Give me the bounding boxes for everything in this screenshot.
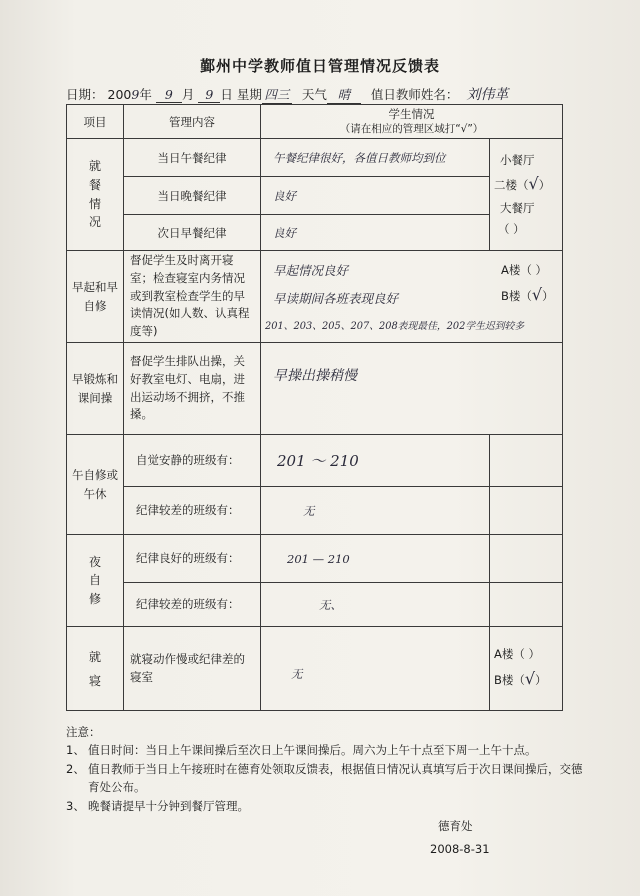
header-student-sub: （请在相应的管理区域打“√”） xyxy=(339,123,484,136)
noon-good-value: 201 ～ 210 xyxy=(261,435,490,487)
morning-note-2: 早读期间各班表现良好 xyxy=(273,291,399,306)
note-text: 晚餐请提早十分钟到餐厅管理。 xyxy=(88,798,249,813)
year-label: 年 xyxy=(139,87,152,102)
evening-row-bad xyxy=(67,583,563,627)
morning-note-1: 早起情况良好 xyxy=(273,263,349,278)
bedtime-value: 无 xyxy=(261,627,490,711)
noon-label: 午自修或午休 xyxy=(67,435,124,535)
notes-header: 注意： xyxy=(66,725,101,739)
morning-check-mark: √ xyxy=(531,285,543,304)
noon-row-good xyxy=(67,435,563,487)
day-field: 9 xyxy=(198,87,220,103)
teacher-name-field: 刘伟革 xyxy=(458,84,516,105)
evening-label: 夜自修 xyxy=(89,554,102,606)
exercise-row xyxy=(67,343,563,435)
note-text: 值日教师于当日上午接班时在德育处领取反馈表，根据值日情况认真填写后于次日课间操后，交德育处公布。 xyxy=(88,761,583,795)
header-item: 项目 xyxy=(67,105,124,139)
teacher-label: 值日教师姓名： xyxy=(370,87,459,102)
morning-content: 督促学生及时离开寝室；检查寝室内务情况或到教室检查学生的早读情况(如人数、认真程度等) xyxy=(124,251,261,343)
morning-floor-a: A楼（ ） xyxy=(501,263,548,277)
bedtime-floor-b-close: ） xyxy=(535,672,547,687)
dining-row-breakfast xyxy=(67,215,563,251)
header-student-title: 学生情况 xyxy=(388,106,435,121)
note-text: 值日时间：当日上午课间操后至次日上午课间操后。周六为上午十点至下周一上午十点。 xyxy=(88,743,537,758)
dining-large-hall: 大餐厅 xyxy=(500,201,535,216)
noon-row-bad xyxy=(67,487,563,535)
evening-bad-label: 纪律较差的班级有： xyxy=(124,583,261,627)
bedtime-row xyxy=(67,627,563,711)
evening-good-value: 201 — 210 xyxy=(261,535,490,583)
day-label: 日 xyxy=(220,87,233,102)
evening-label-cell xyxy=(67,535,124,627)
bedtime-floor-b-label: B楼（ xyxy=(494,672,525,687)
dining-lunch-content: 当日午餐纪律 xyxy=(124,139,261,177)
bedtime-floor-cell xyxy=(490,627,563,711)
signature-date: 2008-8-31 xyxy=(430,842,490,856)
notes-section xyxy=(66,723,586,815)
note-num: 1、 xyxy=(66,743,85,758)
dining-lunch-note: 午餐纪律很好，各值日教师均到位 xyxy=(261,139,490,177)
morning-floor-b-label: B楼（ xyxy=(501,289,532,303)
header-student xyxy=(261,105,563,139)
weekday-label: 星期 xyxy=(236,87,262,102)
morning-student-cell xyxy=(261,251,563,343)
note-item xyxy=(66,760,586,797)
weather-field: 晴 xyxy=(327,85,361,104)
dining-breakfast-content: 次日早餐纪律 xyxy=(124,215,261,251)
dining-label-cell xyxy=(67,139,124,251)
bedtime-floor-b xyxy=(494,665,562,692)
exercise-note: 早操出操稍慢 xyxy=(261,343,563,435)
dining-check-mark: √ xyxy=(528,174,539,194)
header-row xyxy=(67,105,563,139)
noon-good-label: 自觉安静的班级有： xyxy=(124,435,261,487)
morning-note-3: 201、203、205、207、208表现最佳，202学生迟到较多 xyxy=(265,321,525,332)
bedtime-check-mark: √ xyxy=(524,668,536,688)
dining-breakfast-note: 良好 xyxy=(261,215,490,251)
evening-good-blank xyxy=(490,535,563,583)
month-field: 9 xyxy=(156,87,182,103)
dining-row-dinner xyxy=(67,177,563,215)
morning-row xyxy=(67,251,563,343)
dining-area-cell xyxy=(490,139,563,251)
note-item xyxy=(66,797,586,815)
noon-bad-value: 无 xyxy=(261,487,490,535)
evening-bad-blank xyxy=(490,583,563,627)
dining-second-floor xyxy=(494,170,562,198)
morning-floor-b xyxy=(493,281,554,308)
note-item xyxy=(66,741,586,759)
note-num: 2、 xyxy=(66,761,85,776)
date-line xyxy=(66,84,516,105)
year-handwritten-digit: 9 xyxy=(131,87,140,102)
dining-second-floor-label: 二楼（ xyxy=(494,178,529,193)
bedtime-label-cell xyxy=(67,627,124,711)
header-management: 管理内容 xyxy=(124,105,261,139)
month-label: 月 xyxy=(181,87,195,102)
dining-second-floor-close: ） xyxy=(538,178,551,193)
dining-small-hall: 小餐厅 xyxy=(500,153,535,168)
noon-bad-label: 纪律较差的班级有： xyxy=(124,487,261,535)
form-title: 鄞州中学教师值日管理情况反馈表 xyxy=(199,57,440,75)
bedtime-label: 就寝 xyxy=(89,649,102,688)
evening-bad-value: 无、 xyxy=(261,583,490,627)
dining-label: 就餐情况 xyxy=(89,159,102,230)
signature-dept: 德育处 xyxy=(438,819,473,833)
dining-row-lunch xyxy=(67,139,563,177)
bedtime-content: 就寝动作慢或纪律差的寝室 xyxy=(124,627,261,711)
year-prefix: 200 xyxy=(107,87,132,102)
morning-floor-b-close: ） xyxy=(542,289,554,303)
dining-dinner-content: 当日晚餐纪律 xyxy=(124,177,261,215)
management-table xyxy=(66,104,563,711)
morning-label: 早起和早自修 xyxy=(67,251,124,343)
evening-good-label: 纪律良好的班级有： xyxy=(124,535,261,583)
exercise-content: 督促学生排队出操，关好教室电灯、电扇，进出运动场不拥挤，不推搡。 xyxy=(124,343,261,435)
noon-good-blank xyxy=(490,435,563,487)
evening-row-good xyxy=(67,535,563,583)
bedtime-floor-a: A楼（ ） xyxy=(494,647,541,662)
weekday-field: 四三 xyxy=(262,85,292,104)
noon-bad-blank xyxy=(490,487,563,535)
dining-dinner-note: 良好 xyxy=(261,177,490,215)
weather-label: 天气 xyxy=(301,87,327,102)
exercise-label: 早锻炼和课间操 xyxy=(67,343,124,435)
date-label: 日期： xyxy=(66,87,104,102)
dining-large-hall-paren: （ ） xyxy=(498,221,525,236)
note-num: 3、 xyxy=(66,798,85,813)
